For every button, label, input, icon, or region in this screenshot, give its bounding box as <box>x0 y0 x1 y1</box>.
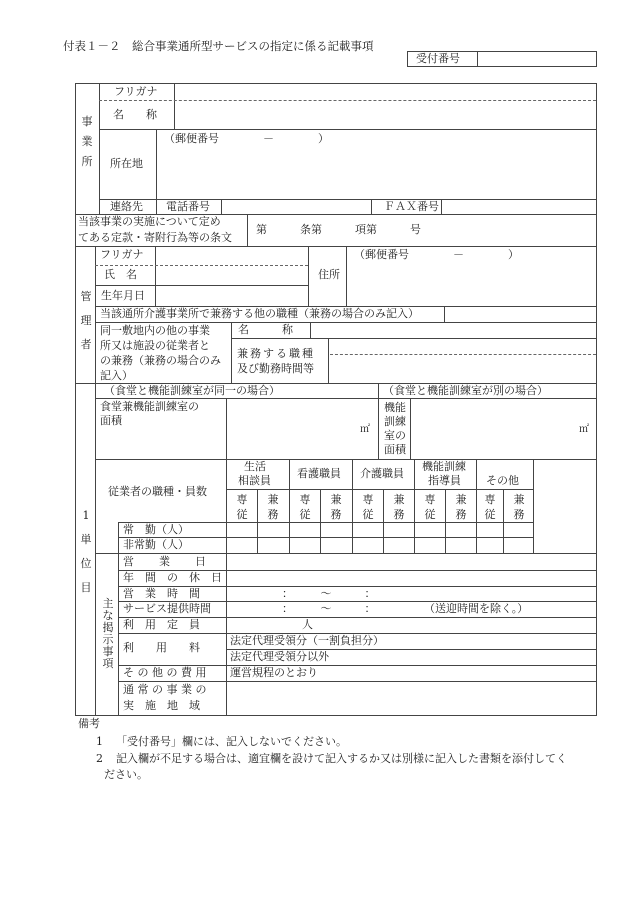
concurrent-header: 兼 務 <box>513 493 525 521</box>
dedicated-header: 専 従 <box>299 493 311 521</box>
manager-address-field[interactable] <box>348 264 594 304</box>
articles-label-line2: てある定款・寄附行為等の条文 <box>78 231 232 244</box>
other-job-label-line2: 及び勤務時間等 <box>237 362 314 375</box>
manager-section-label: 管 理 者 <box>80 290 92 351</box>
concurrent-header: 兼 務 <box>455 493 467 521</box>
staff-col-counselor-line1: 生活 <box>244 460 266 473</box>
manager-address-label: 住所 <box>318 268 340 281</box>
dedicated-header: 専 従 <box>484 493 496 521</box>
annual-holidays-field[interactable] <box>228 571 594 585</box>
business-days-label: 営 業 日 <box>123 555 207 568</box>
separate-room-header: （食堂と機能訓練室が別の場合） <box>383 384 548 397</box>
posted-items-label: 主 な 掲 示 事 項 <box>102 597 114 670</box>
other-job-label-line1: 兼務する職種 <box>237 347 315 360</box>
office-contact-label: 連絡先 <box>110 200 143 213</box>
business-hours-label: 営 業 時 間 <box>123 587 200 600</box>
dedicated-header: 専 従 <box>362 493 374 521</box>
office-fax-label: ＦＡＸ番号 <box>384 200 439 213</box>
manager-birthdate-field[interactable] <box>157 287 307 305</box>
capacity-field[interactable] <box>228 618 298 632</box>
shared-area-unit: ㎡ <box>360 424 370 435</box>
service-area-label-line2: 実 施 地 域 <box>123 699 200 712</box>
service-area-label-line1: 通 常 の 事 業 の <box>123 683 207 696</box>
manager-postal-code: （郵便番号 － ） <box>354 248 519 261</box>
training-area-field[interactable] <box>412 400 594 457</box>
parttime-label: 非常勤（人） <box>123 538 189 551</box>
staff-count-grid[interactable] <box>227 523 533 552</box>
articles-label-line1: 当該事業の実施について定め <box>78 215 221 228</box>
office-postal-code: （郵便番号 － ） <box>164 132 329 145</box>
note-1-text: 「受付番号」欄には、記入しないでください。 <box>116 735 347 748</box>
office-phone-label: 電話番号 <box>166 200 210 213</box>
note-2-text: 記入欄が不足する場合は、適宜欄を設けて記入するか又は別様に記入した書類を添付してく <box>116 752 567 765</box>
dedicated-header: 専 従 <box>236 493 248 521</box>
staff-col-counselor-line2: 相談員 <box>238 474 271 487</box>
office-furigana-field[interactable] <box>176 85 594 99</box>
service-hours-note: （送迎時間を除く。） <box>424 602 529 615</box>
note-1-number: 1 <box>96 735 103 748</box>
articles-field[interactable]: 第 条第 項第 号 <box>256 223 421 236</box>
office-phone-field[interactable] <box>223 200 369 214</box>
manager-furigana-field[interactable] <box>157 248 307 264</box>
notes-heading: 備考 <box>78 717 100 730</box>
fulltime-label: 常 勤（人） <box>123 523 189 536</box>
office-section-label: 事 業 所 <box>81 115 93 168</box>
office-fax-field[interactable] <box>443 200 595 214</box>
concurrent-header: 兼 務 <box>330 493 342 521</box>
concurrent-header: 兼 務 <box>393 493 405 521</box>
service-hours-label: サービス提供時間 <box>123 602 211 615</box>
concurrent-header: 兼 務 <box>267 493 279 521</box>
manager-concurrent-field[interactable] <box>446 307 594 321</box>
note-2-text-cont: ださい。 <box>104 768 148 781</box>
shared-area-label-line1: 食堂兼機能訓練室の <box>100 400 199 413</box>
office-address-label: 所在地 <box>110 157 143 170</box>
office-name-label: 名 称 <box>113 108 157 121</box>
same-room-header: （食堂と機能訓練室が同一の場合） <box>104 384 280 397</box>
training-area-label: 機能 訓練 室の 面積 <box>384 401 406 456</box>
receipt-number-label: 受付番号 <box>416 52 460 65</box>
other-office-name-label: 名 称 <box>238 323 293 336</box>
staff-label: 従業者の職種・員数 <box>108 485 207 498</box>
training-area-unit: ㎡ <box>579 424 589 435</box>
staff-col-trainer-line2: 指導員 <box>428 474 461 487</box>
other-office-name-field[interactable] <box>312 323 594 337</box>
service-hours-field[interactable]: ： ～ ： <box>282 602 376 615</box>
business-days-field[interactable] <box>228 555 594 569</box>
fee-label: 利 用 料 <box>123 641 200 654</box>
other-costs-value: 運営規程のとおり <box>230 666 318 679</box>
other-concurrent-label: 同一敷地内の他の事業 所又は施設の従業者と の兼務（兼務の場合のみ 記入） <box>100 324 221 382</box>
capacity-label: 利 用 定 員 <box>123 618 200 631</box>
manager-name-field[interactable] <box>157 267 307 284</box>
capacity-unit: 人 <box>302 618 313 631</box>
unit-section-label: 1 単 位 目 <box>80 509 92 594</box>
shared-area-label-line2: 面積 <box>100 414 122 427</box>
staff-col-other: その他 <box>486 474 519 487</box>
staff-col-nurse: 看護職員 <box>297 467 341 480</box>
form-title: 付表１－２ 総合事業通所型サービスの指定に係る記載事項 <box>63 39 374 53</box>
manager-concurrent-label: 当該通所介護事業所で兼務する他の職種（兼務の場合のみ記入） <box>100 307 419 320</box>
manager-birthdate-label: 生年月日 <box>101 289 145 302</box>
office-name-field[interactable] <box>176 103 594 127</box>
business-hours-field[interactable]: ： ～ ： <box>282 587 376 600</box>
note-2-number: 2 <box>96 752 103 765</box>
office-furigana-label: フリガナ <box>114 85 158 98</box>
fee-insured-label: 法定代理受領分（一割負担分） <box>230 634 384 647</box>
manager-furigana-label: フリガナ <box>100 248 144 261</box>
dedicated-header: 専 従 <box>424 493 436 521</box>
annual-holidays-label: 年 間 の 休 日 <box>123 571 222 584</box>
other-costs-label: そ の 他 の 費 用 <box>123 666 207 679</box>
shared-area-field[interactable] <box>228 400 376 457</box>
fee-other-label: 法定代理受領分以外 <box>230 650 329 663</box>
staff-col-caregiver: 介護職員 <box>360 467 404 480</box>
manager-name-label: 氏 名 <box>104 268 137 281</box>
receipt-number-field[interactable] <box>478 52 596 66</box>
staff-col-trainer-line1: 機能訓練 <box>422 460 466 473</box>
other-job-field[interactable] <box>330 340 594 381</box>
service-area-field[interactable] <box>228 683 594 713</box>
office-address-field[interactable] <box>158 148 594 196</box>
